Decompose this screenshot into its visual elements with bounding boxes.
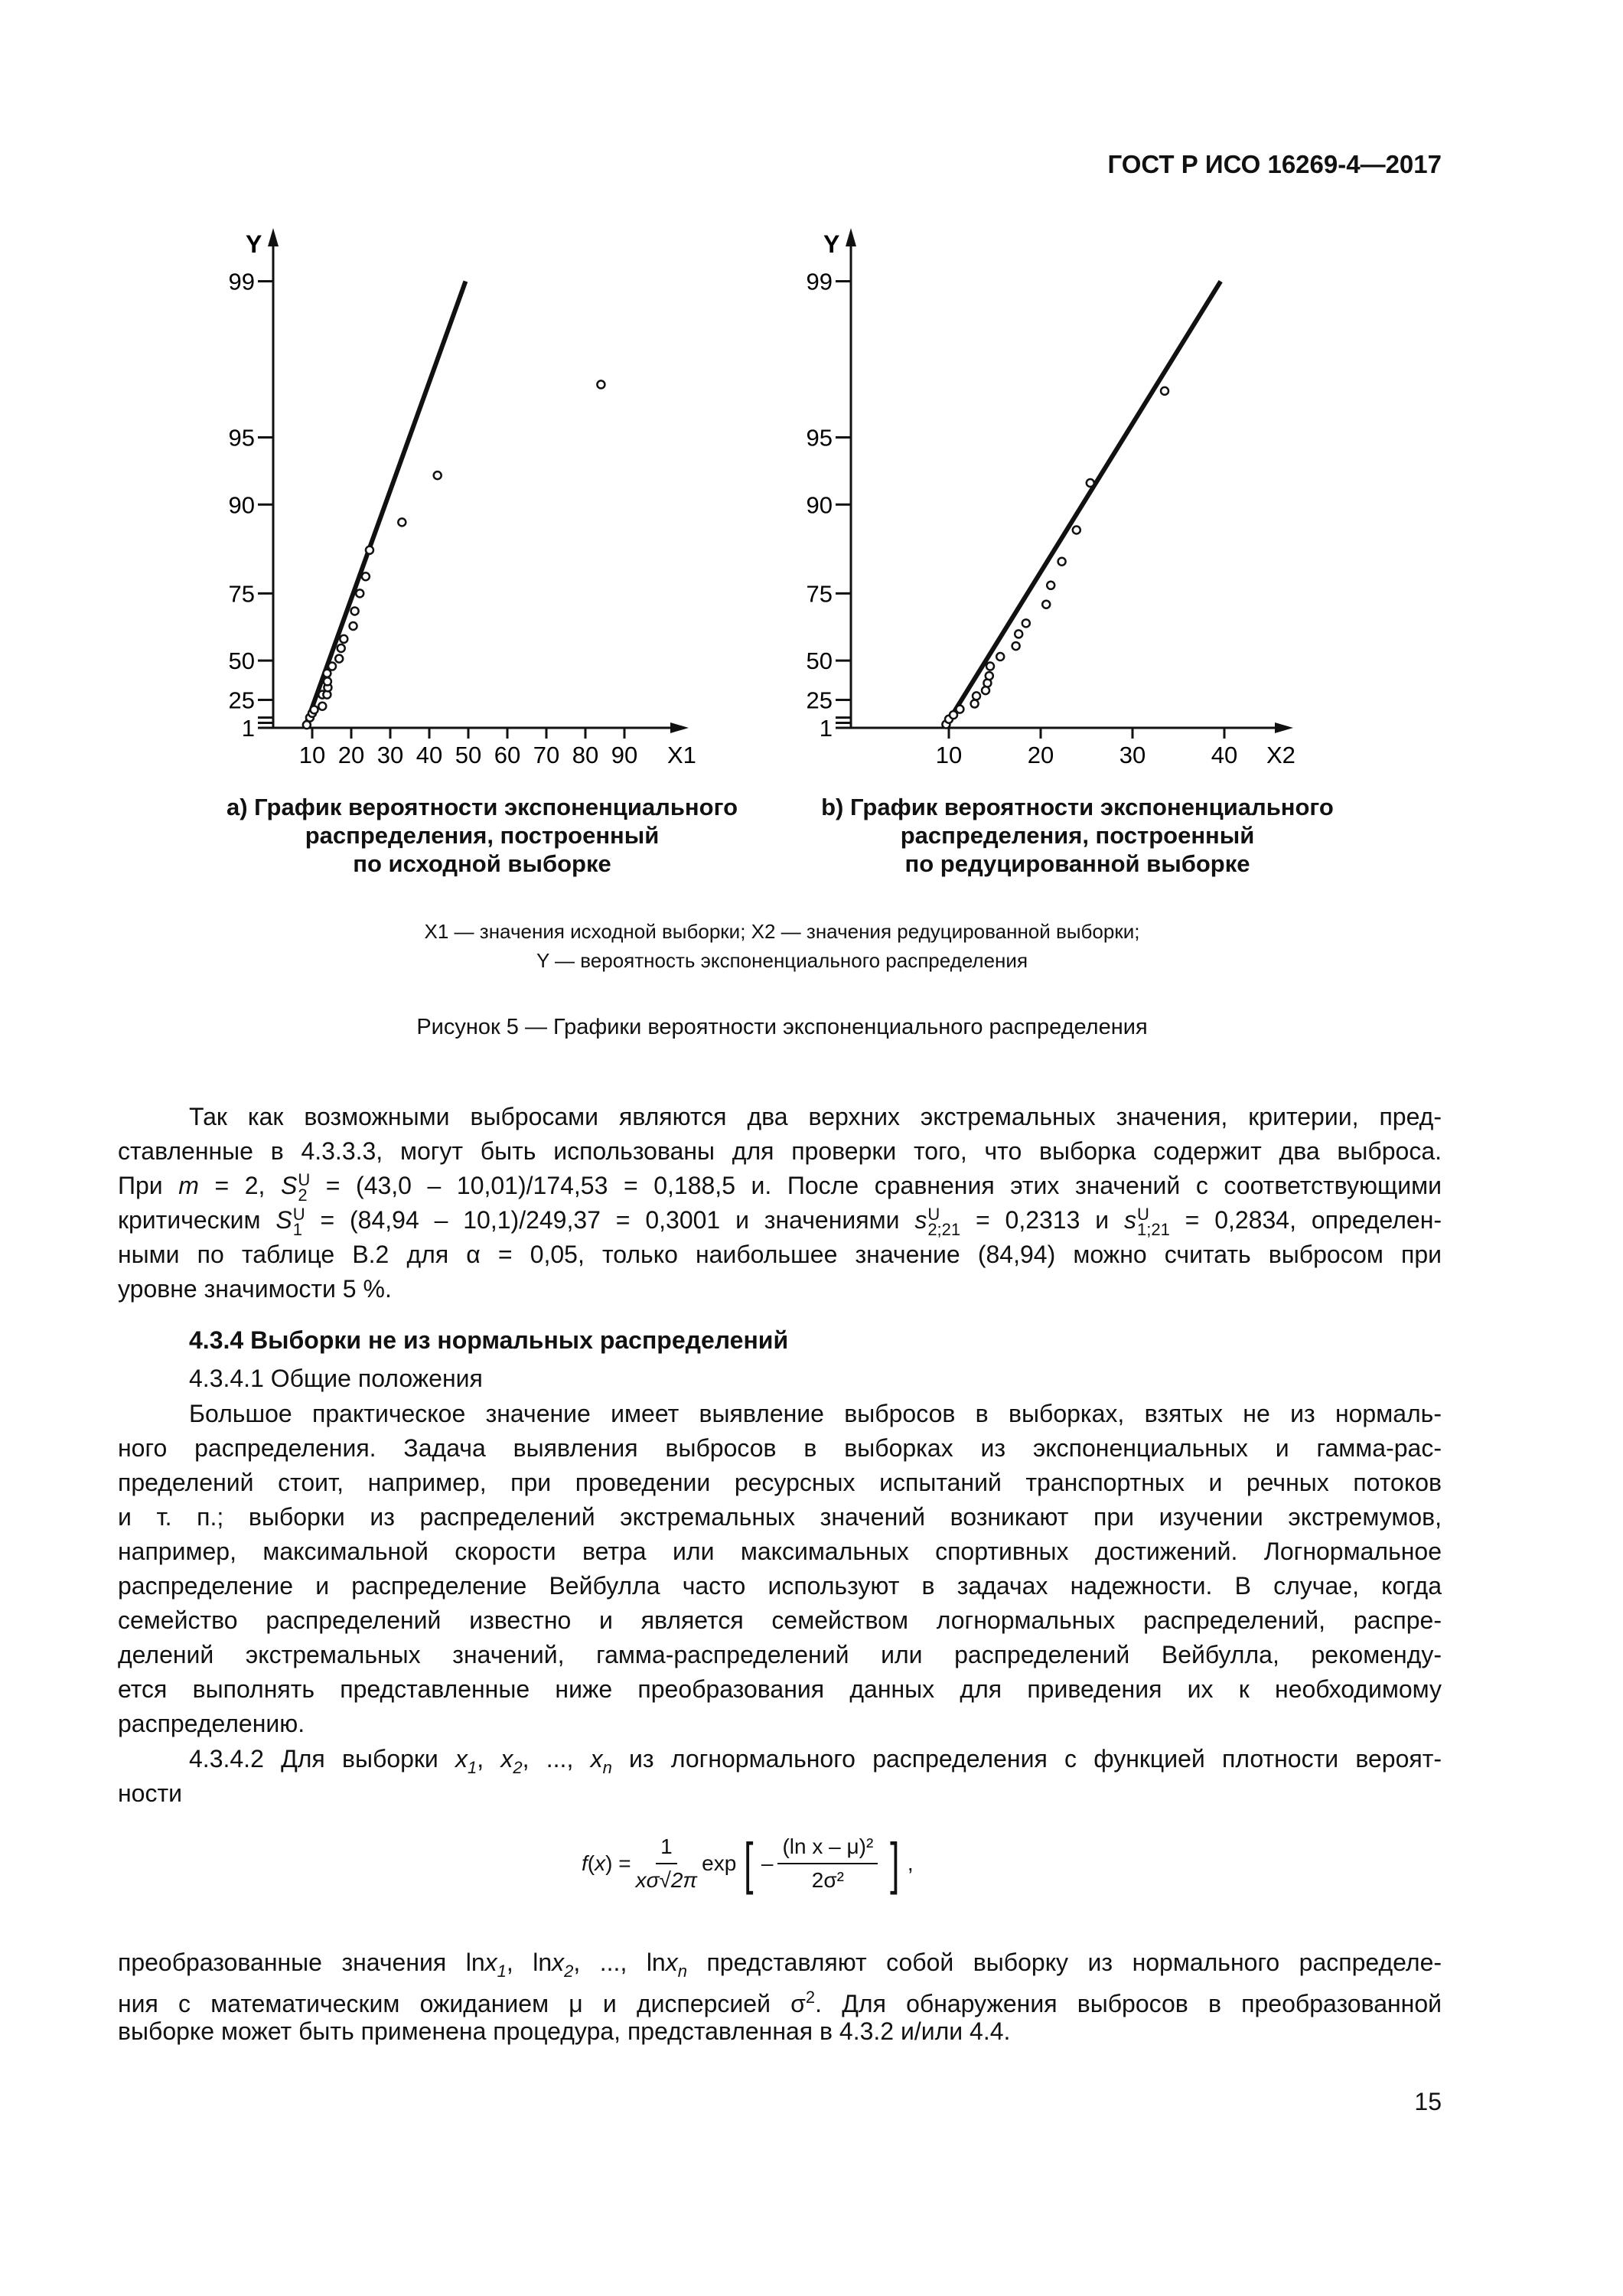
- math-superscript: U: [292, 1204, 305, 1224]
- formula-exp: exp: [702, 1851, 737, 1875]
- formula-numerator: 1: [656, 1834, 677, 1864]
- text-segment: делений экстремальных значений, гамма-распределений или распределений Вейбулла, рекоменду-: [118, 1641, 1442, 1668]
- text-line: [118, 1397, 1442, 1431]
- text-segment: = 2,: [198, 1172, 281, 1199]
- text-segment: ,: [477, 1745, 501, 1773]
- x-tick-label: 10: [935, 742, 963, 768]
- text-segment: и дисперсией: [582, 1990, 791, 2017]
- x-tick-label: 60: [494, 742, 521, 768]
- math-symbol: [790, 1990, 815, 2017]
- y-axis-label: Y: [246, 230, 262, 258]
- data-point: [1087, 479, 1094, 487]
- formula-right-bracket: ]: [890, 1831, 900, 1895]
- math-subscript: 1;21: [1136, 1219, 1170, 1239]
- data-point: [1047, 582, 1054, 589]
- math-symbol: [1123, 1204, 1170, 1239]
- data-point: [986, 663, 994, 670]
- math-variable: S: [280, 1172, 298, 1199]
- x-tick-label: 30: [1119, 742, 1146, 768]
- chart-a: [229, 228, 696, 768]
- data-point: [1015, 630, 1022, 638]
- x-tick-label: 20: [337, 742, 365, 768]
- math-symbol: [455, 1745, 477, 1777]
- text-line: [118, 1672, 1442, 1707]
- text-segment: пределений стоит, например, при проведении ресурсных испытаний транспортных и речных потоков: [118, 1469, 1442, 1496]
- document-code-header: ГОСТ Р ИСО 16269-4—2017: [1107, 150, 1442, 178]
- data-point: [996, 653, 1004, 660]
- text-line: [118, 2014, 1442, 2049]
- text-line: [118, 1638, 1442, 1672]
- text-segment: . Для обнаружения выбросов в преобразованной: [815, 1990, 1442, 2017]
- math-superscript: U: [1136, 1204, 1149, 1224]
- math-subscript: 1: [468, 1758, 477, 1777]
- subsection-heading-4-3-4-1: [118, 1362, 1442, 1396]
- math-variable: x: [500, 1745, 513, 1773]
- data-point: [318, 703, 326, 710]
- legend-line: Y — вероятность экспоненциального распределения: [536, 949, 1028, 972]
- data-point: [366, 546, 373, 554]
- y-tick-label: 1: [819, 715, 833, 742]
- text-line: [118, 1945, 1442, 1980]
- text-line: [118, 1431, 1442, 1466]
- text-segment: При: [118, 1172, 179, 1199]
- x-axis-arrow: [1275, 722, 1293, 733]
- data-point: [434, 471, 442, 479]
- data-point: [1042, 601, 1050, 608]
- text-line: [118, 1203, 1442, 1238]
- x-tick-label: 80: [572, 742, 599, 768]
- y-tick-label: 95: [228, 424, 255, 452]
- text-line: [118, 1362, 1442, 1396]
- data-point: [356, 589, 363, 597]
- formula-left-bracket: [: [744, 1831, 754, 1895]
- legend-line: X1 — значения исходной выборки; X2 — значения редуцированной выборки;: [424, 920, 1140, 943]
- text-line: [118, 1466, 1442, 1500]
- text-segment: представляют собой выборку из нормального распределе-: [686, 1949, 1442, 1976]
- y-axis-label: Y: [823, 230, 840, 258]
- y-axis-arrow: [846, 228, 856, 246]
- data-point: [311, 706, 318, 713]
- formula-comma: ,: [907, 1851, 914, 1875]
- math-variable: s: [914, 1206, 927, 1234]
- text-segment: ставленные в 4.3.3.3, могут быть использованы для проверки того, что выборка содержит два выброса.: [118, 1137, 1442, 1165]
- math-variable: x: [590, 1745, 603, 1773]
- text-segment: Большое практическое значение имеет выявление выбросов в выборках, взятых не из нормаль-: [189, 1400, 1442, 1427]
- text-segment: ного распределения. Задача выявления выбросов в выборках из экспоненциальных и гамма-рас-: [118, 1434, 1442, 1462]
- fit-line: [944, 282, 1221, 728]
- math-subscript: n: [602, 1758, 612, 1777]
- text-segment: ется выполнять представленные ниже преобразования данных для приведения их к необходимому: [118, 1675, 1442, 1703]
- math-symbol: [275, 1204, 305, 1239]
- x-tick-label: 90: [611, 742, 638, 768]
- text-segment: = (84,94 – 10,1)/249,37 = 0,3001 и значениями: [305, 1206, 915, 1234]
- fit-line: [305, 282, 465, 728]
- data-point: [986, 672, 993, 680]
- y-axis-arrow: [268, 228, 279, 246]
- data-point: [324, 677, 331, 685]
- sup-sub-stack: [298, 1169, 311, 1205]
- x-axis-label: X1: [667, 742, 696, 768]
- data-point: [597, 380, 605, 388]
- text-segment: критическим: [118, 1206, 276, 1234]
- y-tick-label: 99: [228, 268, 255, 295]
- text-segment: преобразованные значения ln: [118, 1949, 485, 1976]
- text-segment: , ...,: [522, 1745, 591, 1773]
- text-segment: ния с математическим ожиданием: [118, 1990, 569, 2017]
- data-point: [1058, 558, 1066, 566]
- y-tick-label: 50: [228, 647, 255, 675]
- data-point: [982, 687, 989, 694]
- math-subscript: 2: [564, 1962, 574, 1981]
- data-point: [351, 607, 359, 615]
- paragraph-outliers: [118, 1100, 1442, 1306]
- y-tick-label: 25: [228, 687, 255, 714]
- y-tick-label: 50: [806, 647, 833, 675]
- caption-line: по редуцированной выборке: [904, 850, 1250, 877]
- figure-legend: [323, 917, 1241, 975]
- text-line: [118, 1169, 1442, 1203]
- text-segment: , ln: [506, 1949, 552, 1976]
- sup-sub-stack: [292, 1204, 305, 1239]
- text-segment: = 0,2313 и: [960, 1206, 1124, 1234]
- paragraph-transformed: [118, 1945, 1442, 2049]
- caption-line: по исходной выборке: [353, 850, 611, 877]
- data-point: [950, 711, 957, 719]
- text-segment: и т. п.; выборки из распределений экстремальных значений возникают при изучении экстремумов,: [118, 1503, 1442, 1531]
- data-point: [340, 635, 347, 643]
- formula-x: x: [595, 1851, 606, 1875]
- data-point: [956, 706, 963, 713]
- text-line: [118, 1603, 1442, 1638]
- data-point: [323, 670, 331, 677]
- data-point: [1161, 387, 1168, 395]
- text-line: [118, 1238, 1442, 1272]
- formula-paren: (: [587, 1851, 595, 1875]
- sup-sub-stack: [1136, 1204, 1170, 1239]
- text-segment: семейство распределений известно и является семейством логнормальных распределений, распре-: [118, 1606, 1442, 1634]
- x-tick-label: 70: [533, 742, 560, 768]
- text-segment: , ..., ln: [573, 1949, 666, 1976]
- data-point: [328, 663, 336, 670]
- y-tick-label: 75: [228, 580, 255, 608]
- text-segment: выборке может быть применена процедура, представленная в 4.3.2 и/или 4.4.: [118, 2017, 1011, 2045]
- sup-sub-stack: [927, 1204, 961, 1239]
- text-segment: 4.3.4.2 Для выборки: [189, 1745, 456, 1773]
- formula-exponent-numerator: (ln x – μ)²: [777, 1834, 878, 1864]
- text-line: [118, 1272, 1442, 1306]
- math-variable: S: [275, 1206, 292, 1234]
- y-tick-label: 90: [806, 491, 833, 519]
- data-point: [1073, 527, 1080, 534]
- math-symbol: [590, 1745, 612, 1777]
- x-axis-arrow: [670, 722, 689, 733]
- lognormal-density-formula: [582, 1821, 914, 1906]
- greek-symbol: μ: [569, 1990, 583, 2017]
- x-tick-label: 10: [298, 742, 326, 768]
- math-variable: x: [455, 1745, 468, 1773]
- data-point: [973, 692, 980, 700]
- math-subscript: 2: [298, 1185, 308, 1205]
- text-segment: = 0,05, только наибольшее значение (84,94) можно считать выбросом при: [480, 1241, 1442, 1268]
- formula-eq: ) =: [605, 1851, 631, 1875]
- formula-minus: –: [761, 1851, 774, 1875]
- x-tick-label: 40: [416, 742, 443, 768]
- section-heading-4-3-4: [118, 1323, 1442, 1358]
- data-point: [398, 518, 406, 526]
- math-subscript: 1: [292, 1219, 302, 1239]
- math-symbol: [484, 1949, 507, 1981]
- caption-line: b) График вероятности экспоненциального: [821, 794, 1334, 820]
- math-subscript: 1: [497, 1962, 507, 1981]
- x-axis-label: X2: [1266, 742, 1295, 768]
- math-variable: m: [178, 1172, 199, 1199]
- data-point: [337, 644, 345, 652]
- chart-b: [807, 228, 1295, 768]
- paragraph-4-3-4-2: [118, 1742, 1442, 1811]
- text-segment: распределение и распределение Вейбулла часто используют в задачах надежности. В случае, когда: [118, 1572, 1442, 1600]
- math-symbol: [178, 1172, 199, 1199]
- y-tick-label: 75: [806, 580, 833, 608]
- greek-symbol: α: [466, 1241, 481, 1268]
- math-variable: x: [552, 1949, 565, 1976]
- text-line: [118, 1500, 1442, 1534]
- figure-5-charts: [0, 0, 1623, 781]
- text-line: [118, 1569, 1442, 1603]
- text-line: [118, 1100, 1442, 1134]
- caption-line: распределения, построенный: [305, 822, 660, 849]
- math-superscript: U: [298, 1169, 311, 1189]
- math-symbol: [569, 1990, 582, 2017]
- y-tick-label: 90: [228, 491, 255, 519]
- text-line: [118, 1323, 1442, 1358]
- text-line: [118, 1534, 1442, 1569]
- text-line: [118, 1980, 1442, 2017]
- caption-line: распределения, построенный: [900, 822, 1255, 849]
- chart-a-caption: [176, 793, 788, 878]
- text-segment: ными по таблице В.2 для: [118, 1241, 467, 1268]
- data-point: [350, 622, 357, 630]
- text-line: [118, 1134, 1442, 1169]
- text-segment: Так как возможными выбросами являются два верхних экстремальных значения, критерии, пред-: [189, 1103, 1442, 1130]
- text-line: [118, 1776, 1442, 1811]
- text-segment: ности: [118, 1779, 182, 1807]
- data-point: [971, 700, 979, 708]
- x-tick-label: 30: [376, 742, 404, 768]
- math-variable: x: [484, 1949, 497, 1976]
- page-number: 15: [1414, 2088, 1442, 2115]
- text-segment: например, максимальной скорости ветра или максимальных спортивных достижений. Логнормальное: [118, 1538, 1442, 1565]
- math-symbol: [914, 1204, 961, 1239]
- math-subscript: 2;21: [927, 1219, 961, 1239]
- text-segment: 4.3.4.1 Общие положения: [189, 1365, 483, 1392]
- x-tick-label: 20: [1027, 742, 1054, 768]
- formula-exponent-fraction: [777, 1834, 878, 1893]
- math-subscript: 2: [513, 1758, 523, 1777]
- data-point: [1022, 619, 1030, 627]
- math-symbol: [280, 1169, 311, 1205]
- text-segment: = 0,2834, определен-: [1169, 1206, 1442, 1234]
- paragraph-general: [118, 1397, 1442, 1741]
- text-segment: уровне значимости 5 %.: [118, 1275, 392, 1303]
- formula-f: f: [582, 1851, 588, 1875]
- data-point: [335, 655, 343, 663]
- text-segment: из логнормального распределения с функцией плотности вероят-: [611, 1745, 1442, 1773]
- formula-fraction: [636, 1834, 698, 1893]
- text-segment: 4.3.4 Выборки не из нормальных распределений: [189, 1326, 789, 1354]
- y-tick-label: 95: [806, 424, 833, 452]
- data-point: [362, 572, 370, 580]
- figure-title: Рисунок 5 — Графики вероятности экспоненциального распределения: [416, 1015, 1148, 1039]
- formula-exponent-denominator: 2σ²: [811, 1868, 844, 1892]
- math-symbol: [552, 1949, 574, 1981]
- math-superscript: 2: [805, 1988, 816, 2007]
- y-tick-label: 25: [806, 687, 833, 714]
- data-point: [1012, 642, 1020, 650]
- math-symbol: [665, 1949, 687, 1981]
- math-symbol: [500, 1745, 523, 1777]
- text-segment: распределению.: [118, 1710, 305, 1737]
- text-line: [118, 1742, 1442, 1776]
- y-tick-label: 1: [241, 715, 255, 742]
- text-segment: = (43,0 – 10,01)/174,53 = 0,188,5 и. После сравнения этих значений с соответствующими: [310, 1172, 1442, 1199]
- math-subscript: n: [677, 1962, 687, 1981]
- math-superscript: U: [927, 1204, 940, 1224]
- text-line: [118, 1707, 1442, 1741]
- x-tick-label: 50: [455, 742, 482, 768]
- math-symbol: [466, 1241, 481, 1268]
- x-tick-label: 40: [1211, 742, 1238, 768]
- greek-symbol: σ: [790, 1990, 806, 2017]
- math-variable: s: [1123, 1206, 1136, 1234]
- formula-denominator: xσ√2π: [635, 1868, 698, 1892]
- caption-line: a) График вероятности экспоненциального: [226, 794, 738, 820]
- chart-b-caption: [771, 793, 1383, 878]
- y-tick-label: 99: [806, 268, 833, 295]
- math-variable: x: [665, 1949, 678, 1976]
